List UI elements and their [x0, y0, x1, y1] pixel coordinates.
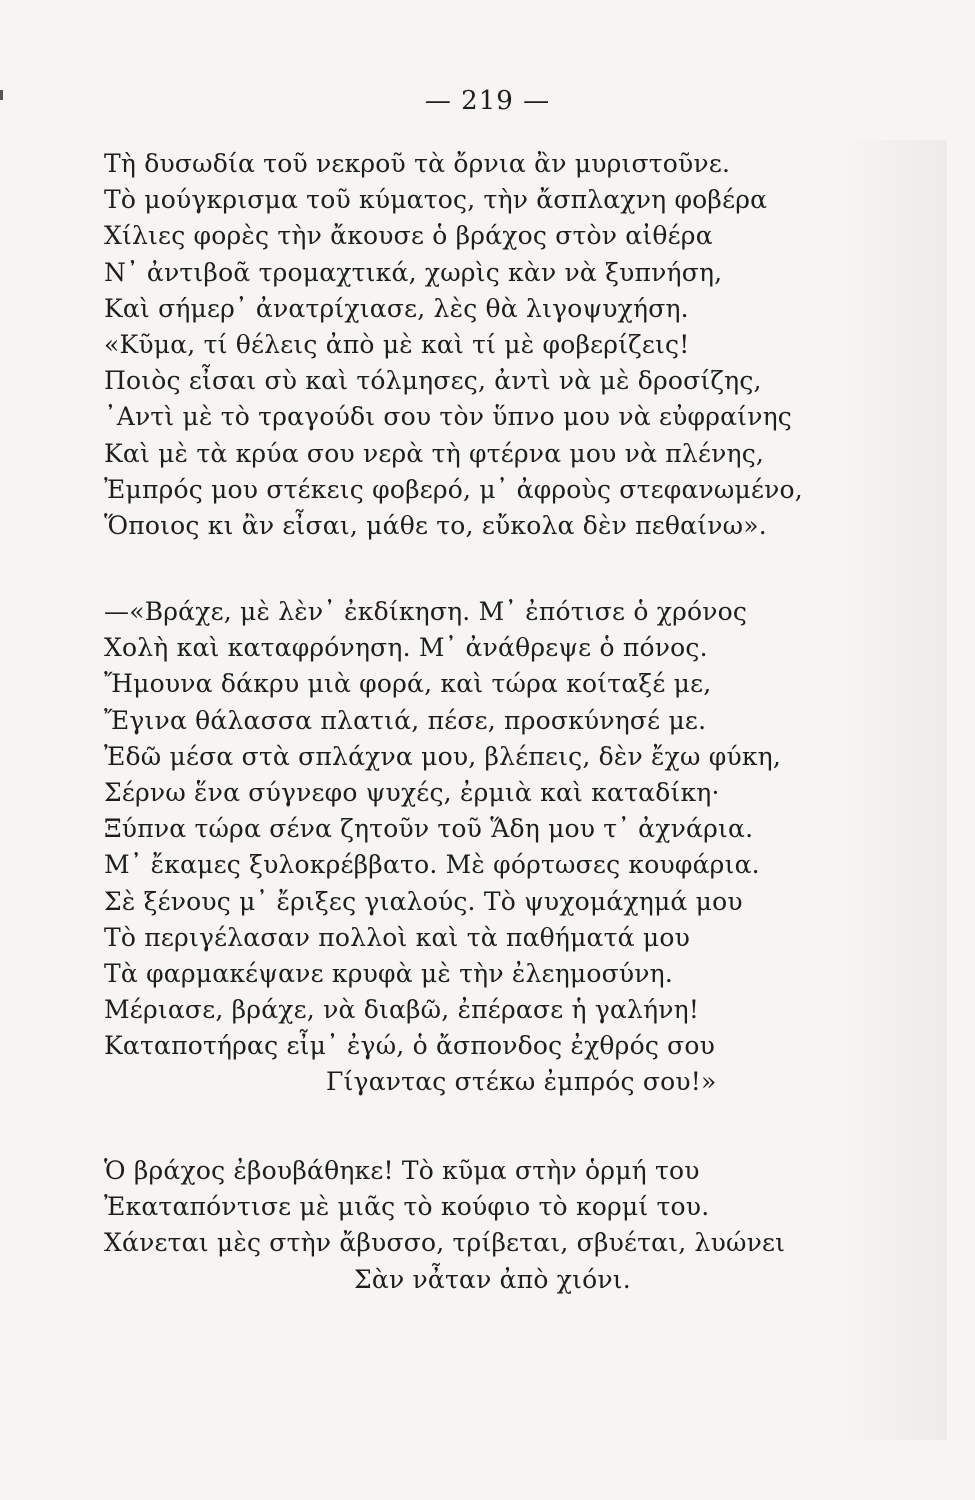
poem-line: Καὶ σήμερ᾿ ἀνατρίχιασε, λὲς θὰ λιγοψυχήση.: [104, 293, 689, 323]
poem-line: Χάνεται μὲς στὴν ἄβυσσο, τρίβεται, σβυέται, λυώνει: [104, 1228, 786, 1258]
poem-line-indented: Γίγαντας στέκω ἐμπρός σου!»: [326, 1067, 717, 1097]
poem-line: Σὲ ξένους μ᾿ ἔριξες γιαλούς. Τὸ ψυχομάχημά μου: [104, 886, 743, 916]
poem-line: Χίλιες φορὲς τὴν ἄκουσε ὁ βράχος στὸν αἰθέρα: [104, 221, 713, 251]
poem-line: «Κῦμα, τί θέλεις ἀπὸ μὲ καὶ τί μὲ φοβερίζεις!: [104, 329, 690, 359]
stanza-3: [104, 1153, 864, 1298]
stanza-2: [104, 594, 864, 1101]
poem-line: Καταποτήρας εἶμ᾿ ἐγώ, ὁ ἄσπονδος ἐχθρός σου: [104, 1031, 716, 1061]
poem-line: Χολὴ καὶ καταφρόνηση. Μ᾿ ἀνάθρεψε ὁ πόνος.: [104, 633, 708, 663]
poem-line: Ἐκαταπόντισε μὲ μιᾶς τὸ κούφιο τὸ κορμί του.: [104, 1192, 710, 1222]
poem-line: —«Βράχε, μὲ λὲν᾿ ἐκδίκηση. Μ᾿ ἐπότισε ὁ χρόνος: [104, 597, 748, 626]
poem-line: Ἐμπρός μου στέκεις φοβερό, μ᾿ ἀφροὺς στεφανωμένο,: [104, 474, 803, 504]
poem-line: Ἐδῶ μέσα στὰ σπλάχνα μου, βλέπεις, δὲν ἔχω φύκη,: [104, 741, 782, 771]
poem-line: Ὁ βράχος ἐβουβάθηκε! Τὸ κῦμα στὴν ὁρμή του: [104, 1156, 700, 1185]
page-number: — 219 —: [424, 86, 551, 116]
poem-line: Ποιὸς εἶσαι σὺ καὶ τόλμησες, ἀντὶ νὰ μὲ δροσίζης,: [104, 366, 762, 396]
poem-line: Μέριασε, βράχε, νὰ διαβῶ, ἐπέρασε ἡ γαλήνη!: [104, 995, 700, 1025]
poem-line: Ὅποιος κι ἂν εἶσαι, μάθε το, εὔκολα δὲν πεθαίνω».: [104, 510, 767, 540]
poem-line: Τὴ δυσωδία τοῦ νεκροῦ τὰ ὄρνια ἂν μυριστοῦνε.: [104, 149, 731, 178]
poem-line-indented: Σὰν νἆταν ἀπὸ χιόνι.: [354, 1264, 631, 1294]
poem-line: ᾿Αντὶ μὲ τὸ τραγούδι σου τὸν ὕπνο μου νὰ εὐφραίνης: [104, 402, 792, 432]
poem-line: Ν᾿ ἀντιβοᾶ τρομαχτικά, χωρὶς κὰν νὰ ξυπνήση,: [104, 257, 723, 287]
poem-line: Τὸ μούγκρισμα τοῦ κύματος, τὴν ἄσπλαχνη φοβέρα: [104, 185, 768, 215]
poem-line: Τὸ περιγέλασαν πολλοὶ καὶ τὰ παθήματά μου: [104, 922, 690, 952]
poem-line: Μ᾿ ἔκαμες ξυλοκρέββατο. Μὲ φόρτωσες κουφάρια.: [104, 850, 760, 880]
poem-line: Τὰ φαρμακέψανε κρυφὰ μὲ τὴν ἐλεημοσύνη.: [104, 958, 673, 988]
poem-line: Ἔγινα θάλασσα πλατιά, πέσε, προσκύνησέ με.: [104, 705, 707, 735]
poem-line: Ξύπνα τώρα σένα ζητοῦν τοῦ Ἅδη μου τ᾿ ἀχνάρια.: [104, 814, 754, 844]
poem-line: Σέρνω ἕνα σύγνεφο ψυχές, ἐρμιὰ καὶ καταδίκη·: [104, 777, 720, 807]
poem-line: Καὶ μὲ τὰ κρύα σου νερὰ τὴ φτέρνα μου νὰ πλένης,: [104, 438, 765, 468]
poem-line: Ἤμουνα δάκρυ μιὰ φορά, καὶ τώρα κοίταξέ με,: [104, 669, 712, 699]
stanza-1: [104, 146, 864, 544]
